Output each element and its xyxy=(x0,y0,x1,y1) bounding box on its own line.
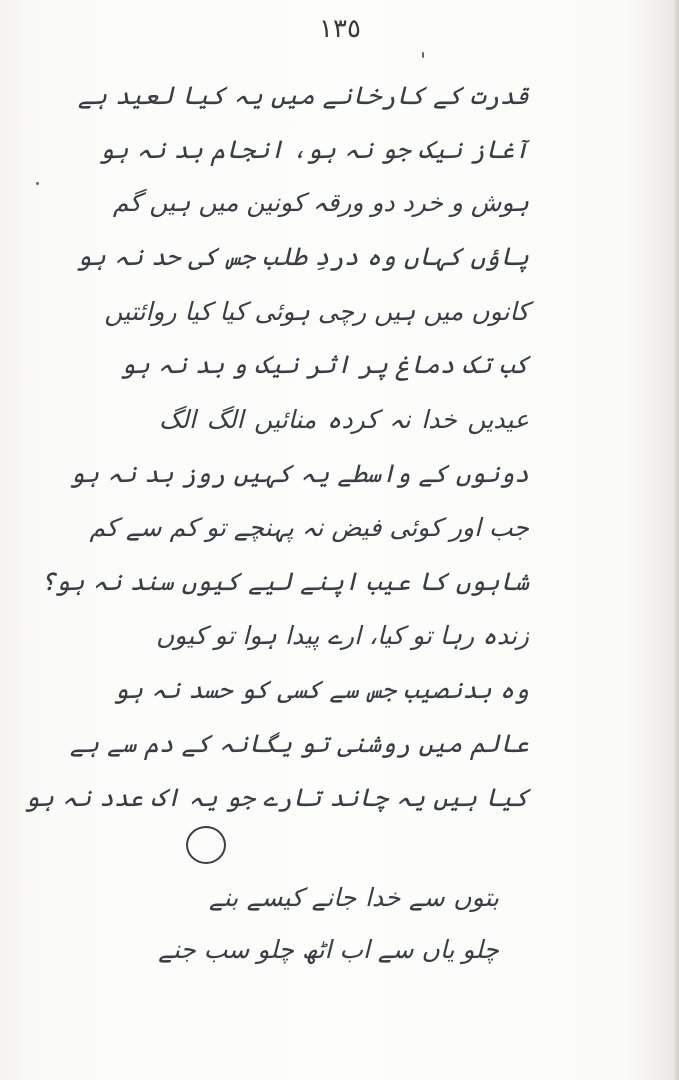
ink-speck xyxy=(422,52,424,58)
verse-line-12: وہ بدنصیب جس سے کسی کو حسد نہ ہو xyxy=(113,675,529,704)
verse-line-4: پاؤں کہاں وہ دردِ طلب جس کی حد نہ ہو xyxy=(76,242,529,271)
verse-line-3: ہوش و خرد دو ورقہ کونین میں ہیں گم xyxy=(112,188,529,217)
verse-line-15: بتوں سے خدا جانے کیسے بنے xyxy=(209,883,499,912)
verse-line-10: شاہوں کا عیب اپنے لیے کیوں سند نہ ہو؟ xyxy=(40,567,529,596)
verse-line-5: کانوں میں ہیں رچی ہوئی کیا کیا روائتیں xyxy=(104,297,529,326)
circle-ornament-icon xyxy=(186,826,226,864)
verse-line-14: کیا ہیں یہ چاند تارے جو یہ اک عدد نہ ہو xyxy=(24,783,529,812)
ink-speck xyxy=(36,182,39,185)
verse-line-1: قدرت کے کارخانے میں یہ کیا لعید ہے xyxy=(77,81,529,110)
verse-line-9: جب اور کوئی فیض نہ پہنچے تو کم سے کم xyxy=(89,513,529,542)
verse-line-6: کب تک دماغ پر اثر نیک و بد نہ ہو xyxy=(120,350,529,379)
verse-line-11: زندہ رہا تو کیا، ارے پیدا ہوا تو کیوں xyxy=(155,621,529,650)
verse-line-8: دونوں کے واسطے یہ کہیں روز بد نہ ہو xyxy=(69,459,529,488)
verse-line-13: عالم میں روشنی تو یگانہ کے دم سے ہے xyxy=(69,729,529,758)
verse-line-7: عیدیں خدا نہ کردہ منائیں الگ الگ xyxy=(159,405,529,434)
page-number: ١٣٥ xyxy=(319,14,361,44)
page-edge-shadow xyxy=(673,0,679,1080)
verse-line-16: چلو یاں سے اب اٹھ چلو سب جنے xyxy=(158,935,499,964)
verse-line-2: آغاز نیک جو نہ ہو، انجام بد نہ ہو xyxy=(99,135,529,164)
